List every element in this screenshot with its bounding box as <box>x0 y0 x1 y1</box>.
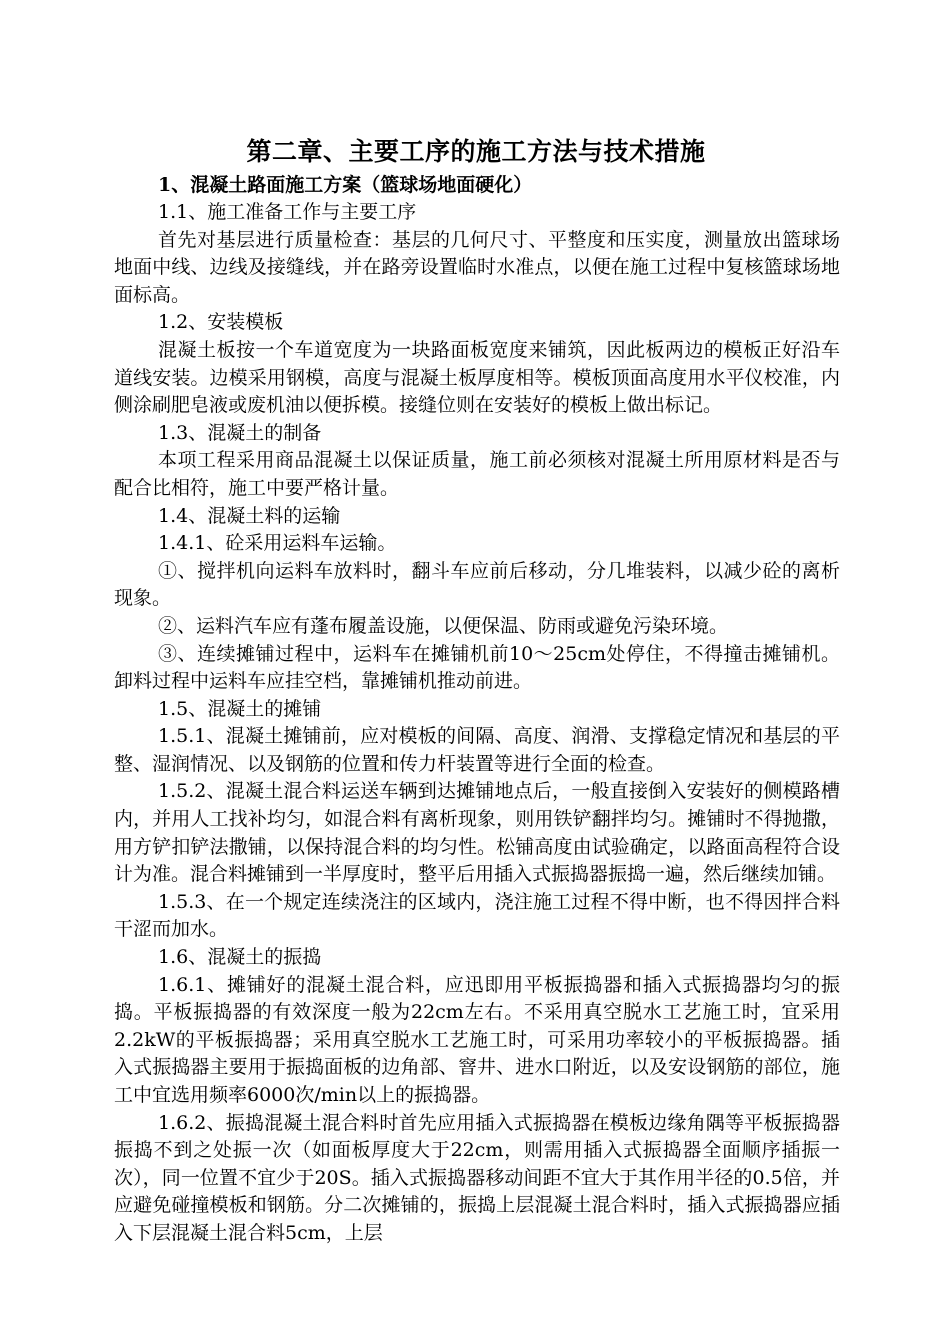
subsection-heading: 1.3、混凝土的制备 <box>158 421 322 444</box>
subsection-heading: 1.2、安装模板 <box>158 311 284 334</box>
list-item: ②、运料汽车应有蓬布履盖设施，以便保温、防雨或避免污染环境。 <box>158 614 729 637</box>
body-paragraph: 1.5.3、在一个规定连续浇注的区域内，浇注施工过程不得中断，也不得因拌合料干涩而加水。 <box>114 890 840 941</box>
list-item: ①、搅拌机向运料车放料时，翻斗车应前后移动，分几堆装料，以减少砼的离析现象。 <box>114 559 840 610</box>
body-paragraph: 1.6.2、振捣混凝土混合料时首先应用插入式振捣器在模板边缘角隅等平板振捣器振捣不到之处振一次（如面板厚度大于22cm，则需用插入式振捣器全面顺序插振一次），同一位置不宜少于20S。插入式振捣器移动间距不宜大于其作用半径的0.5倍，并应避免碰撞模板和钢筋。分二次摊铺的，振捣上层混凝土混合料时，插入式振捣器应插入下层混凝土混合料5cm，上层 <box>114 1111 840 1244</box>
body-paragraph: 首先对基层进行质量检查：基层的几何尺寸、平整度和压实度，测量放出篮球场地面中线、边线及接缝线，并在路旁设置临时水准点，以便在施工过程中复核篮球场地面标高。 <box>114 228 840 306</box>
list-item: ③、连续摊铺过程中，运料车在摊铺机前10～25cm处停住，不得撞击摊铺机。卸料过程中运料车应挂空档，靠摊铺机推动前进。 <box>114 642 840 693</box>
subsection-heading: 1.6、混凝土的振捣 <box>158 946 322 969</box>
document-body <box>114 133 840 1248</box>
subsection-heading: 1.1、施工准备工作与主要工序 <box>158 201 417 223</box>
body-paragraph: 1.6.1、摊铺好的混凝土混合料，应迅即用平板振捣器和插入式振捣器均匀的振捣。平板振捣器的有效深度一般为22cm左右。不采用真空脱水工艺施工时，宜采用2.2kW的平板振捣器；采用真空脱水工艺施工时，可采用功率较小的平板振捣器。插入式振捣器主要用于振捣面板的边角部、窨井、进水口附近，以及安设钢筋的部位，施工中宜选用频率6000次/min以上的振捣器。 <box>114 973 840 1106</box>
body-paragraph: 混凝土板按一个车道宽度为一块路面板宽度来铺筑，因此板两边的模板正好沿车道线安装。边模采用钢模，高度与混凝土板厚度相等。模板顶面高度用水平仪校准，内侧涂刷肥皂液或废机油以便拆模。接缝位则在安装好的模板上做出标记。 <box>114 338 840 417</box>
subsection-heading: 1.4、混凝土料的运输 <box>158 504 341 527</box>
body-paragraph: 1.5.1、混凝土摊铺前，应对模板的间隔、高度、润滑、支撑稳定情况和基层的平整、湿润情况、以及钢筋的位置和传力杆装置等进行全面的检查。 <box>114 725 840 775</box>
section-heading: 1、混凝土路面施工方案（篮球场地面硬化） <box>158 174 533 196</box>
body-paragraph: 本项工程采用商品混凝土以保证质量，施工前必须核对混凝土所用原材料是否与配合比相符，施工中要严格计量。 <box>114 449 840 499</box>
body-paragraph: 1.4.1、砼采用运料车运输。 <box>158 532 397 555</box>
body-paragraph: 1.5.2、混凝土混合料运送车辆到达摊铺地点后，一般直接倒入安装好的侧模路槽内，并用人工找补均匀，如混合料有离析现象，则用铁铲翻拌均匀。摊铺时不得抛撒，用方铲扣铲法撒铺，以保持混合料的均匀性。松铺高度由试验确定，以路面高程符合设计为准。混合料摊铺到一半厚度时，整平后用插入式振捣器振捣一遍，然后继续加铺。 <box>114 780 840 886</box>
subsection-heading: 1.5、混凝土的摊铺 <box>158 697 322 720</box>
chapter-title: 第二章、主要工序的施工方法与技术措施 <box>246 137 706 166</box>
